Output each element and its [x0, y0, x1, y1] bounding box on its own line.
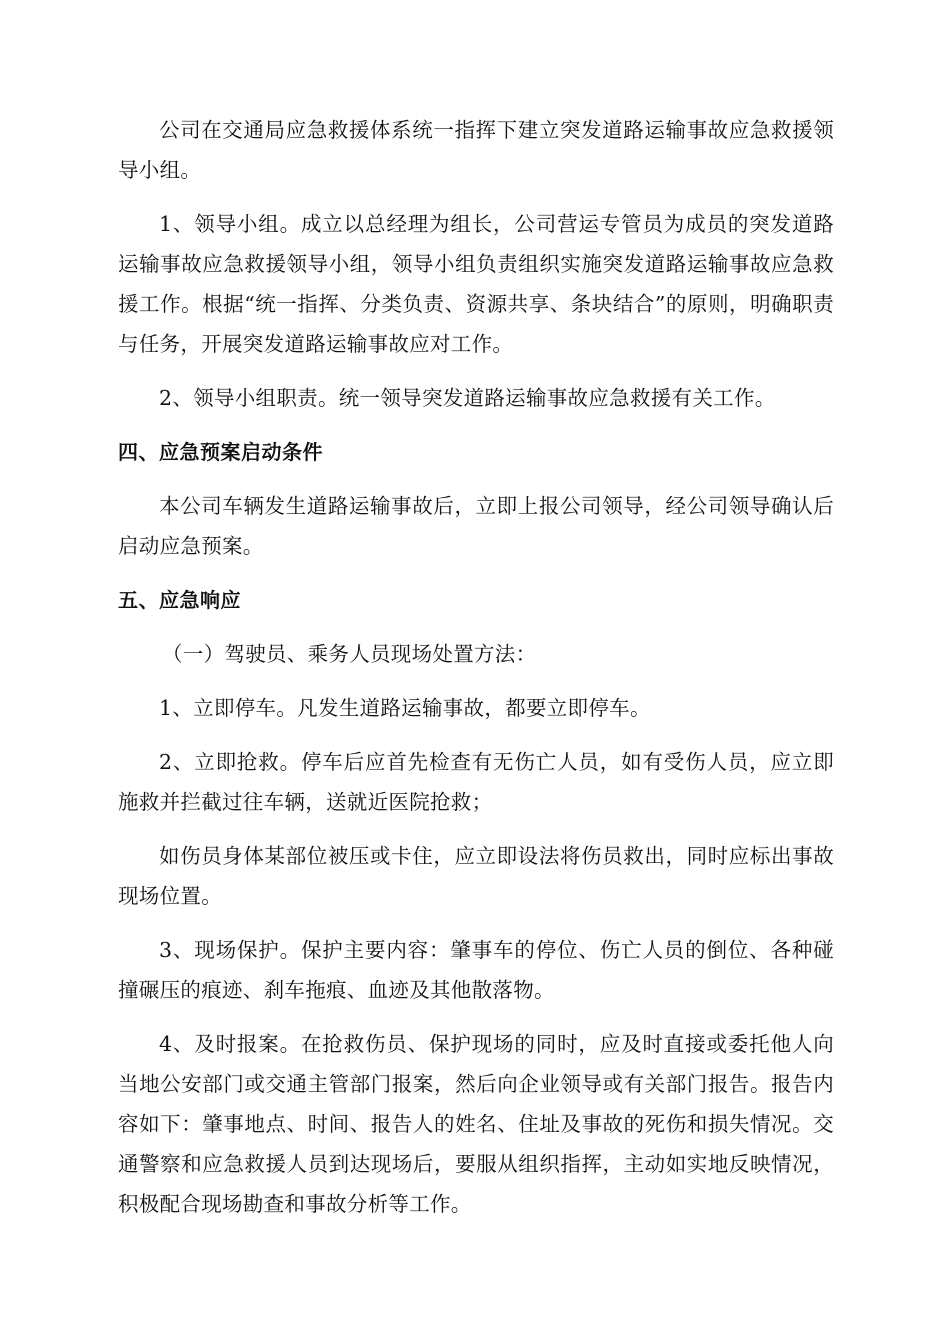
document-body	[118, 110, 834, 1238]
paragraph-scene-protection: 3、现场保护。保护主要内容：肇事车的停位、伤亡人员的倒位、各种碰撞碾压的痕迹、刹车拖痕、血迹及其他散落物。	[118, 938, 834, 1002]
paragraph-stop-vehicle: 1、立即停车。凡发生道路运输事故，都要立即停车。	[159, 696, 651, 720]
paragraph-intro: 公司在交通局应急救援体系统一指挥下建立突发道路运输事故应急救援领导小组。	[118, 118, 834, 182]
subsection-heading-driver-procedure: （一）驾驶员、乘务人员现场处置方法：	[162, 642, 537, 666]
paragraph-rescue: 2、立即抢救。停车后应首先检查有无伤亡人员，如有受伤人员，应立即施救并拦截过往车辆，送就近医院抢救；	[118, 750, 834, 814]
section-heading-activation: 四、应急预案启动条件	[118, 440, 323, 464]
paragraph-report: 4、及时报案。在抢救伤员、保护现场的同时，应及时直接或委托他人向当地公安部门或交通主管部门报案，然后向企业领导或有关部门报告。报告内容如下：肇事地点、时间、报告人的姓名、住址及事故的死伤和损失情况。交通警察和应急救援人员到达现场后，要服从组织指挥，主动如实地反映情况，积极配合现场勘查和事故分析等工作。	[118, 1032, 834, 1216]
section-heading-response: 五、应急响应	[118, 588, 241, 612]
paragraph-trapped-casualty: 如伤员身体某部位被压或卡住，应立即设法将伤员救出，同时应标出事故现场位置。	[118, 844, 834, 908]
paragraph-leadership-group: 1、领导小组。成立以总经理为组长，公司营运专管员为成员的突发道路运输事故应急救援领导小组，领导小组负责组织实施突发道路运输事故应急救援工作。根据“统一指挥、分类负责、资源共享、条块结合”的原则，明确职责与任务，开展突发道路运输事故应对工作。	[118, 212, 834, 356]
paragraph-leadership-duties: 2、领导小组职责。统一领导突发道路运输事故应急救援有关工作。	[159, 386, 776, 410]
paragraph-activation-condition: 本公司车辆发生道路运输事故后，立即上报公司领导，经公司领导确认后启动应急预案。	[118, 494, 834, 558]
